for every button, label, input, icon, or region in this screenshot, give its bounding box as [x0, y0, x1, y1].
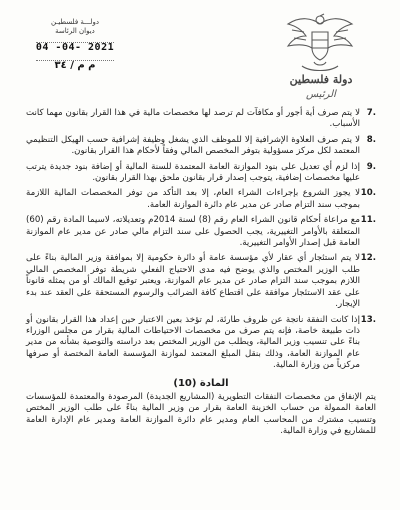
president-signature-text: الرئيس	[306, 89, 336, 100]
clause-text: مع مراعاة أحكام قانون الشراء العام رقم (8) لسنة 2014م وتعديلاته، لاسيما المادة رقم (60) المتعلقة بالأوامر التغييرية، يجب الحصول على سند التزام مالي صادر عن مدير عام الموازنة العامة قبل إصدار الأوامر التغييرية.	[26, 215, 360, 249]
article-heading: المادة (10)	[173, 377, 229, 389]
clause-item	[26, 162, 376, 185]
stamp-state-line: دولـــة فلسطيـن	[51, 18, 99, 26]
clause-item	[26, 315, 376, 372]
clause-number: .11	[360, 215, 376, 226]
clause-item	[26, 108, 376, 131]
clause-number: .9	[366, 161, 376, 172]
clause-text: إذا كانت النفقة ناتجة عن ظروف طارئة، لم تؤخذ بعين الاعتبار حين إعداد هذا القرار بقانون أو ذات طبيعة خاصة، فإنه يتم صرف من مخصصات الاحتياطات المالية بقرار من مجلس الوزراء بناءً على تنسيب وزير المالية، ويطلب من الوزير المختص بعد دراسته والتوصية بشأنه من مدير عام الموازنة العامة، وذلك بنقل المبلغ المعتمد لموازنة المؤسسة العامة المختصة أو صرفها مركزياً من وزارة المالية.	[26, 314, 360, 371]
stamp-divider	[36, 42, 114, 43]
clause-number: .7	[366, 108, 376, 118]
clause-item	[26, 253, 376, 310]
article-paragraph: يتم الإنفاق من مخصصات النفقات التطويرية (المشاريع الجديدة) المرصودة والمعتمدة للمؤسسات العامة الممولة من حساب الخزينة العامة بقرار من وزير المالية بناءً على طلب الوزير المختص وتنسيب مشترك من المحاسب العام ومدير عام دائرة الموازنة العامة ومدير عام الإدارة العامة للمشاريع في وزارة المالية.	[26, 391, 376, 437]
clause-text: لا يتم استئجار أي عقار لأي مؤسسة عامة أو دائرة حكومية إلا بموافقة وزير المالية بناءً على طلب الوزير المختص والذي يوضح فيه مدى الاحتياج الفعلي شريطة توفر المخصص المالي اللازم بموجب سند التزام صادر عن مدير عام الموازنة، ويعتبر توقيع المالك أو من يمثله قانوناً على عقد الاستئجار موافقة على اقتطاع كافة الضرائب والرسوم المستحقة على العقد عند بدء الإيجار.	[26, 253, 360, 310]
clause-number: .12	[360, 253, 376, 264]
received-stamp	[34, 18, 116, 80]
stamp-date: 04 -04- 2021	[35, 41, 115, 53]
clause-number: .10	[360, 188, 376, 199]
palestine-eagle-emblem-icon	[282, 10, 358, 76]
clause-number: .13	[360, 314, 376, 325]
clause-text: إذا لزم أي تعديل على بنود الموازنة العامة المعتمدة للسنة المالية أو إضافة بنود جديدة يترتب عليها مخصصات إضافية، يتوجب إصدار قرار بقانون ملحق بهذا القرار بقانون.	[26, 161, 360, 184]
state-name-heading: دولة فلسطين	[289, 73, 353, 86]
clause-text: لا يجوز الشروع بإجراءات الشراء العام، إلا بعد التأكد من توفر المخصصات المالية اللازمة بموجب سند التزام صادر عن مدير عام دائرة الموازنة العامة.	[26, 188, 360, 210]
stamp-reference: م م / ٣٤	[54, 60, 96, 71]
clause-item	[26, 188, 376, 211]
clause-item	[26, 215, 376, 249]
clause-text: لا يتم صرف أية أجور أو مكافآت لم ترصد لها مخصصات مالية في هذا القرار بقانون مهما كانت الأسباب.	[26, 108, 360, 130]
clause-item	[26, 135, 376, 158]
stamp-office-line: ديوان الرئاسة	[55, 26, 95, 35]
document-body	[26, 108, 376, 438]
stamp-divider	[36, 60, 114, 61]
clause-text: لا يتم صرف العلاوة الإشرافية إلا للموظف الذي يشغل وظيفة إشرافية حسب الهيكل التنظيمي المعتمد لكل مركز مسؤولية بتوفر المخصص المالي وفقاً لأحكام هذا القرار بقانون.	[26, 134, 360, 157]
clause-number: .8	[366, 134, 376, 145]
